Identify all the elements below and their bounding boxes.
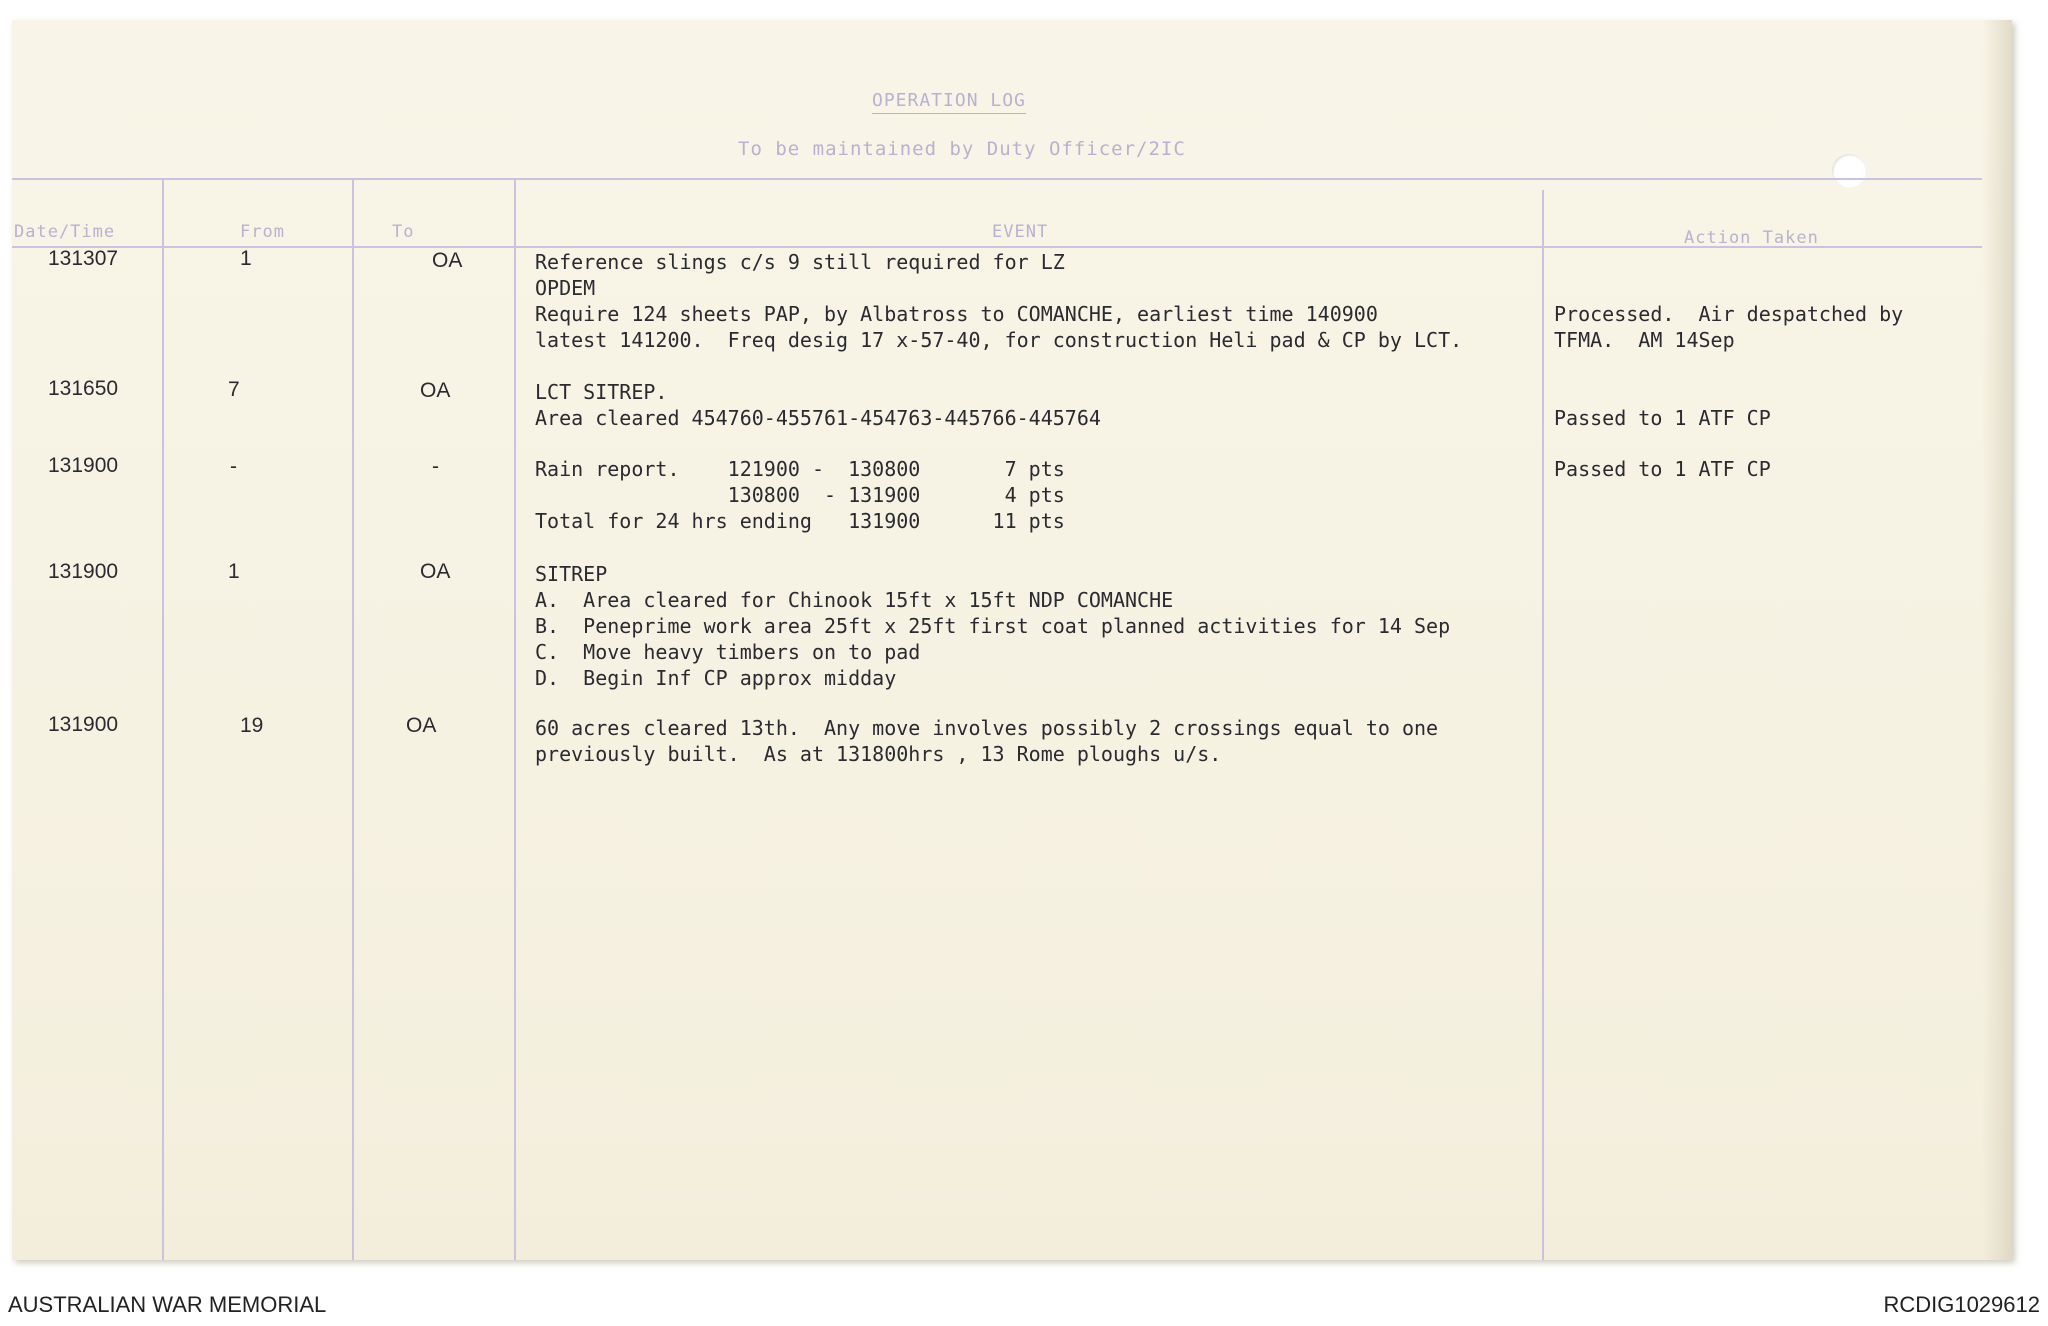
punch-hole (1832, 154, 1866, 188)
row-3-to: - (432, 455, 439, 478)
column-header-to: To (392, 222, 415, 242)
row-4-time: 131900 (48, 560, 119, 583)
table-top-rule (12, 178, 1982, 180)
row-1-action: Processed. Air despatched by TFMA. AM 14Sep (1554, 302, 1904, 352)
row-4-from: 1 (228, 560, 240, 583)
row-5-event: 60 acres cleared 13th. Any move involves possibly 2 crossings equal to one previously built. As at 131800hrs , 13 Rome ploughs u/s. (535, 716, 1439, 766)
archive-reference: RCDIG1029612 (1883, 1292, 2040, 1317)
row-3-action: Passed to 1 ATF CP (1554, 457, 1771, 481)
column-header-from: From (240, 222, 285, 242)
row-2-from: 7 (228, 378, 240, 401)
row-1-to: OA (432, 249, 463, 272)
row-2-event: LCT SITREP. Area cleared 454760-455761-454763-445766-445764 (535, 380, 1101, 430)
column-divider-2 (352, 178, 354, 1260)
column-header-action: Action Taken (1684, 228, 1819, 248)
document-subtitle: To be maintained by Duty Officer/2IC (738, 138, 1186, 160)
row-2-time: 131650 (48, 377, 119, 400)
row-3-from: - (230, 455, 237, 478)
column-divider-3 (514, 178, 516, 1260)
column-header-event: EVENT (992, 222, 1049, 242)
row-4-event: SITREP A. Area cleared for Chinook 15ft x 15ft NDP COMANCHE B. Peneprime work area 25ft x 25ft first coat planned activities for 14 Sep C. Move heavy timbers on to pad D. Begin Inf CP approx midday (535, 562, 1451, 690)
row-5-time: 131900 (48, 713, 119, 736)
archive-credit: AUSTRALIAN WAR MEMORIAL (8, 1292, 327, 1317)
row-1-time: 131307 (48, 247, 119, 270)
document-title: OPERATION LOG (872, 90, 1026, 114)
row-3-event: Rain report. 121900 - 130800 7 pts 130800 - 131900 4 pts Total for 24 hrs ending 131900 11 pts (535, 457, 1065, 533)
row-2-to: OA (420, 379, 451, 402)
row-1-from: 1 (240, 247, 252, 270)
column-divider-1 (162, 178, 164, 1260)
row-5-from: 19 (240, 714, 264, 737)
row-5-to: OA (406, 714, 437, 737)
column-divider-4 (1542, 190, 1544, 1260)
log-sheet (12, 20, 2012, 1260)
row-4-to: OA (420, 560, 451, 583)
row-1-event: Reference slings c/s 9 still required for LZ OPDEM Require 124 sheets PAP, by Albatross to COMANCHE, earliest time 140900 latest 141200. Freq desig 17 x-57-40, for construction Heli pad & CP by LCT. (535, 250, 1463, 352)
row-2-action: Passed to 1 ATF CP (1554, 406, 1771, 430)
column-header-datetime: Date/Time (14, 222, 116, 242)
row-3-time: 131900 (48, 454, 119, 477)
